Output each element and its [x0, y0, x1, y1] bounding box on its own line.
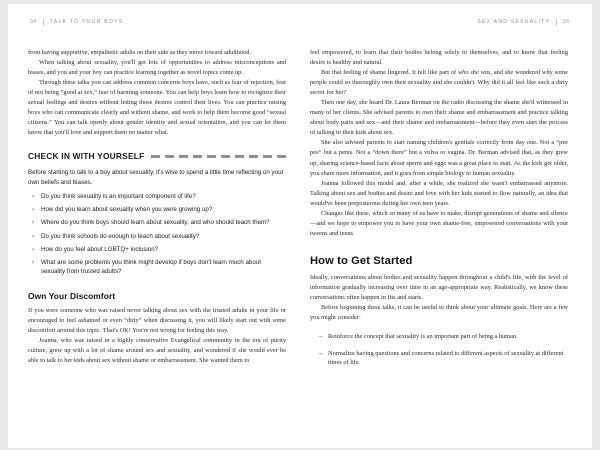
- left-column: [28, 48, 286, 434]
- list-item: [28, 206, 286, 215]
- reflection-question-list: [28, 193, 286, 277]
- running-head-left: [30, 19, 123, 26]
- paragraph-text-after: , and she wondered why some people could so thoroughly own their sexuality and she couldn't. Why did it all feel like such a dirty secret for her?: [310, 69, 569, 97]
- dashed-rule-icon: [151, 155, 286, 157]
- list-item-label: Reinforce the concept that sexuality is an important part of being a human.: [328, 333, 518, 341]
- paragraph: She also advised parents to start naming children's genitals correctly from day one. Not a “pee pee” but a penis. Not a “down there” but a vulva or vagina. Dr. Berman advised that, as they grew up, sharing science-based facts about sperm and eggs was a great place to start. As the kids get older, you share more information, and it goes from simple biology to human sexuality.: [310, 139, 568, 177]
- paragraph: When talking about sexuality, you'll get lots of opportunities to address misconceptions and biases, and you and your boy can practice learning together as novel topics come up.: [28, 59, 286, 77]
- list-item-label: Do you think schools do enough to teach about sexuality?: [41, 232, 200, 240]
- paragraph: Ideally, conversations about bodies and sexuality happen throughout a child's life, with the level of information gradually increasing over time in an age-appropriate way. Realistically, we know these conversations often happen in fits and starts.: [310, 273, 568, 301]
- paragraph: Joanna, who was raised in a highly conservative Evangelical community in the era of purity culture, grew up with a lot of shame around sex and sexuality, and wondered if she would ever be able to talk to her kids about sex without shame or embarrassment. She wanted them to: [28, 337, 286, 365]
- list-item-label: How did you learn about sexuality when you were growing up?: [41, 206, 213, 214]
- chevron-right-icon: ›: [32, 232, 35, 240]
- paragraph: Before beginning these talks, it can be useful to think about your ultimate goals. Here are a few you might consider:: [310, 304, 568, 322]
- callout-lead-text: Before starting to talk to a boy about sexuality, it's wise to spend a little time reflecting on your own beliefs and biases.: [28, 169, 284, 186]
- list-item: [28, 219, 286, 228]
- paragraph: from having supportive, empathetic adults on their side as they move toward adulthood.: [28, 49, 252, 56]
- list-item: [28, 233, 286, 242]
- list-item: [28, 246, 286, 255]
- callout-header: [28, 151, 286, 161]
- paragraph: If you were someone who was raised never talking about sex with the trusted adults in your life or encouraged to feel ashamed or even “dirty” when discussing it, you will likely start out with some discomfort around this topic. That's OK! You're not wrong for feeling this way.: [28, 307, 286, 335]
- folio-right: 95: [563, 19, 570, 25]
- list-item-label: Normalize having questions and concerns related to different aspects of sexuality at different times of life.: [328, 349, 564, 367]
- paragraph: Changes like these, which so many of us have to make, disrupt generations of shame and silence—and we hope to empower you to have your own shame-free, empowered conversations with your tweens and teens.: [310, 209, 568, 237]
- running-head-title-right: SEX AND SEXUALITY: [477, 19, 551, 25]
- book-page: [8, 4, 592, 448]
- list-item: [310, 332, 568, 342]
- paragraph: feel empowered, to learn that their bodies belong solely to themselves, and to know that feeling desire is healthy and natural.: [310, 49, 568, 67]
- paragraph-text-before: But that feeling of shame lingered. It felt like part of: [321, 69, 458, 77]
- italic-phrase: who she was: [457, 69, 491, 77]
- paragraph-with-italic: [310, 68, 568, 98]
- running-head: [30, 16, 570, 28]
- paragraph: Then one day, she heard Dr. Laura Berman on the radio discussing the shame she'd witnessed in many of her clients. She advised parents to own their shame and embarrassment and practice talking about body parts and sex—and their shame and embarrassment—before they even start the process of talking to their kids about sex.: [310, 99, 568, 137]
- chevron-right-icon: ›: [32, 192, 35, 200]
- running-head-title-left: TALK TO YOUR BOYS: [49, 19, 124, 25]
- chevron-right-icon: ›: [32, 219, 35, 227]
- header-divider-icon: [556, 19, 557, 26]
- list-item: [28, 259, 286, 277]
- two-column-layout: [28, 48, 572, 434]
- goals-list: [310, 332, 568, 368]
- running-head-right: [477, 19, 570, 26]
- paragraph: Through these talks you can address common concerns boys have, such as fear of rejection, fear of not being “good at sex,” fear of harming someone. You can help boys learn how to recognize their sexual feelings and desires without letting those desires control their lives. You can practice raising boys who can communicate clearly and without shame, and work to help them become good “sexual citizens.” You can talk openly about gender identity and sexual orientation, and you can let them know that you'll love and support them no matter what.: [28, 79, 286, 137]
- list-item-label: How do you feel about LGBTQ+ inclusion?: [41, 246, 159, 254]
- section-heading: How to Get Started: [310, 254, 413, 267]
- check-in-callout: [28, 151, 286, 277]
- subsection-heading: Own Your Discomfort: [28, 291, 116, 302]
- callout-title: CHECK IN WITH YOURSELF: [28, 151, 145, 162]
- folio-left: 94: [30, 19, 37, 25]
- right-column: [310, 48, 568, 434]
- paragraph: Joanna followed this model and, after a while, she realized she wasn't embarrassed anymore. Talking about sex and bodies and desire and love with her kids started to flow naturally, an idea that would've been preposterous during her own teen years.: [310, 179, 568, 207]
- list-item-label: Where do you think boys should learn about sexuality, and who should teach them?: [41, 219, 270, 227]
- list-item-label: Do you think sexuality is an important component of life?: [41, 192, 196, 200]
- list-item-label: What are some problems you think might develop if boys don't learn much about sexuality from trusted adults?: [41, 259, 261, 276]
- chevron-right-icon: ›: [32, 245, 35, 253]
- list-item: [28, 193, 286, 202]
- arrow-right-icon: →: [317, 349, 324, 357]
- header-divider-icon: [43, 19, 44, 26]
- chevron-right-icon: ›: [32, 259, 35, 267]
- arrow-right-icon: →: [317, 333, 324, 341]
- list-item: [310, 349, 568, 368]
- chevron-right-icon: ›: [32, 205, 35, 213]
